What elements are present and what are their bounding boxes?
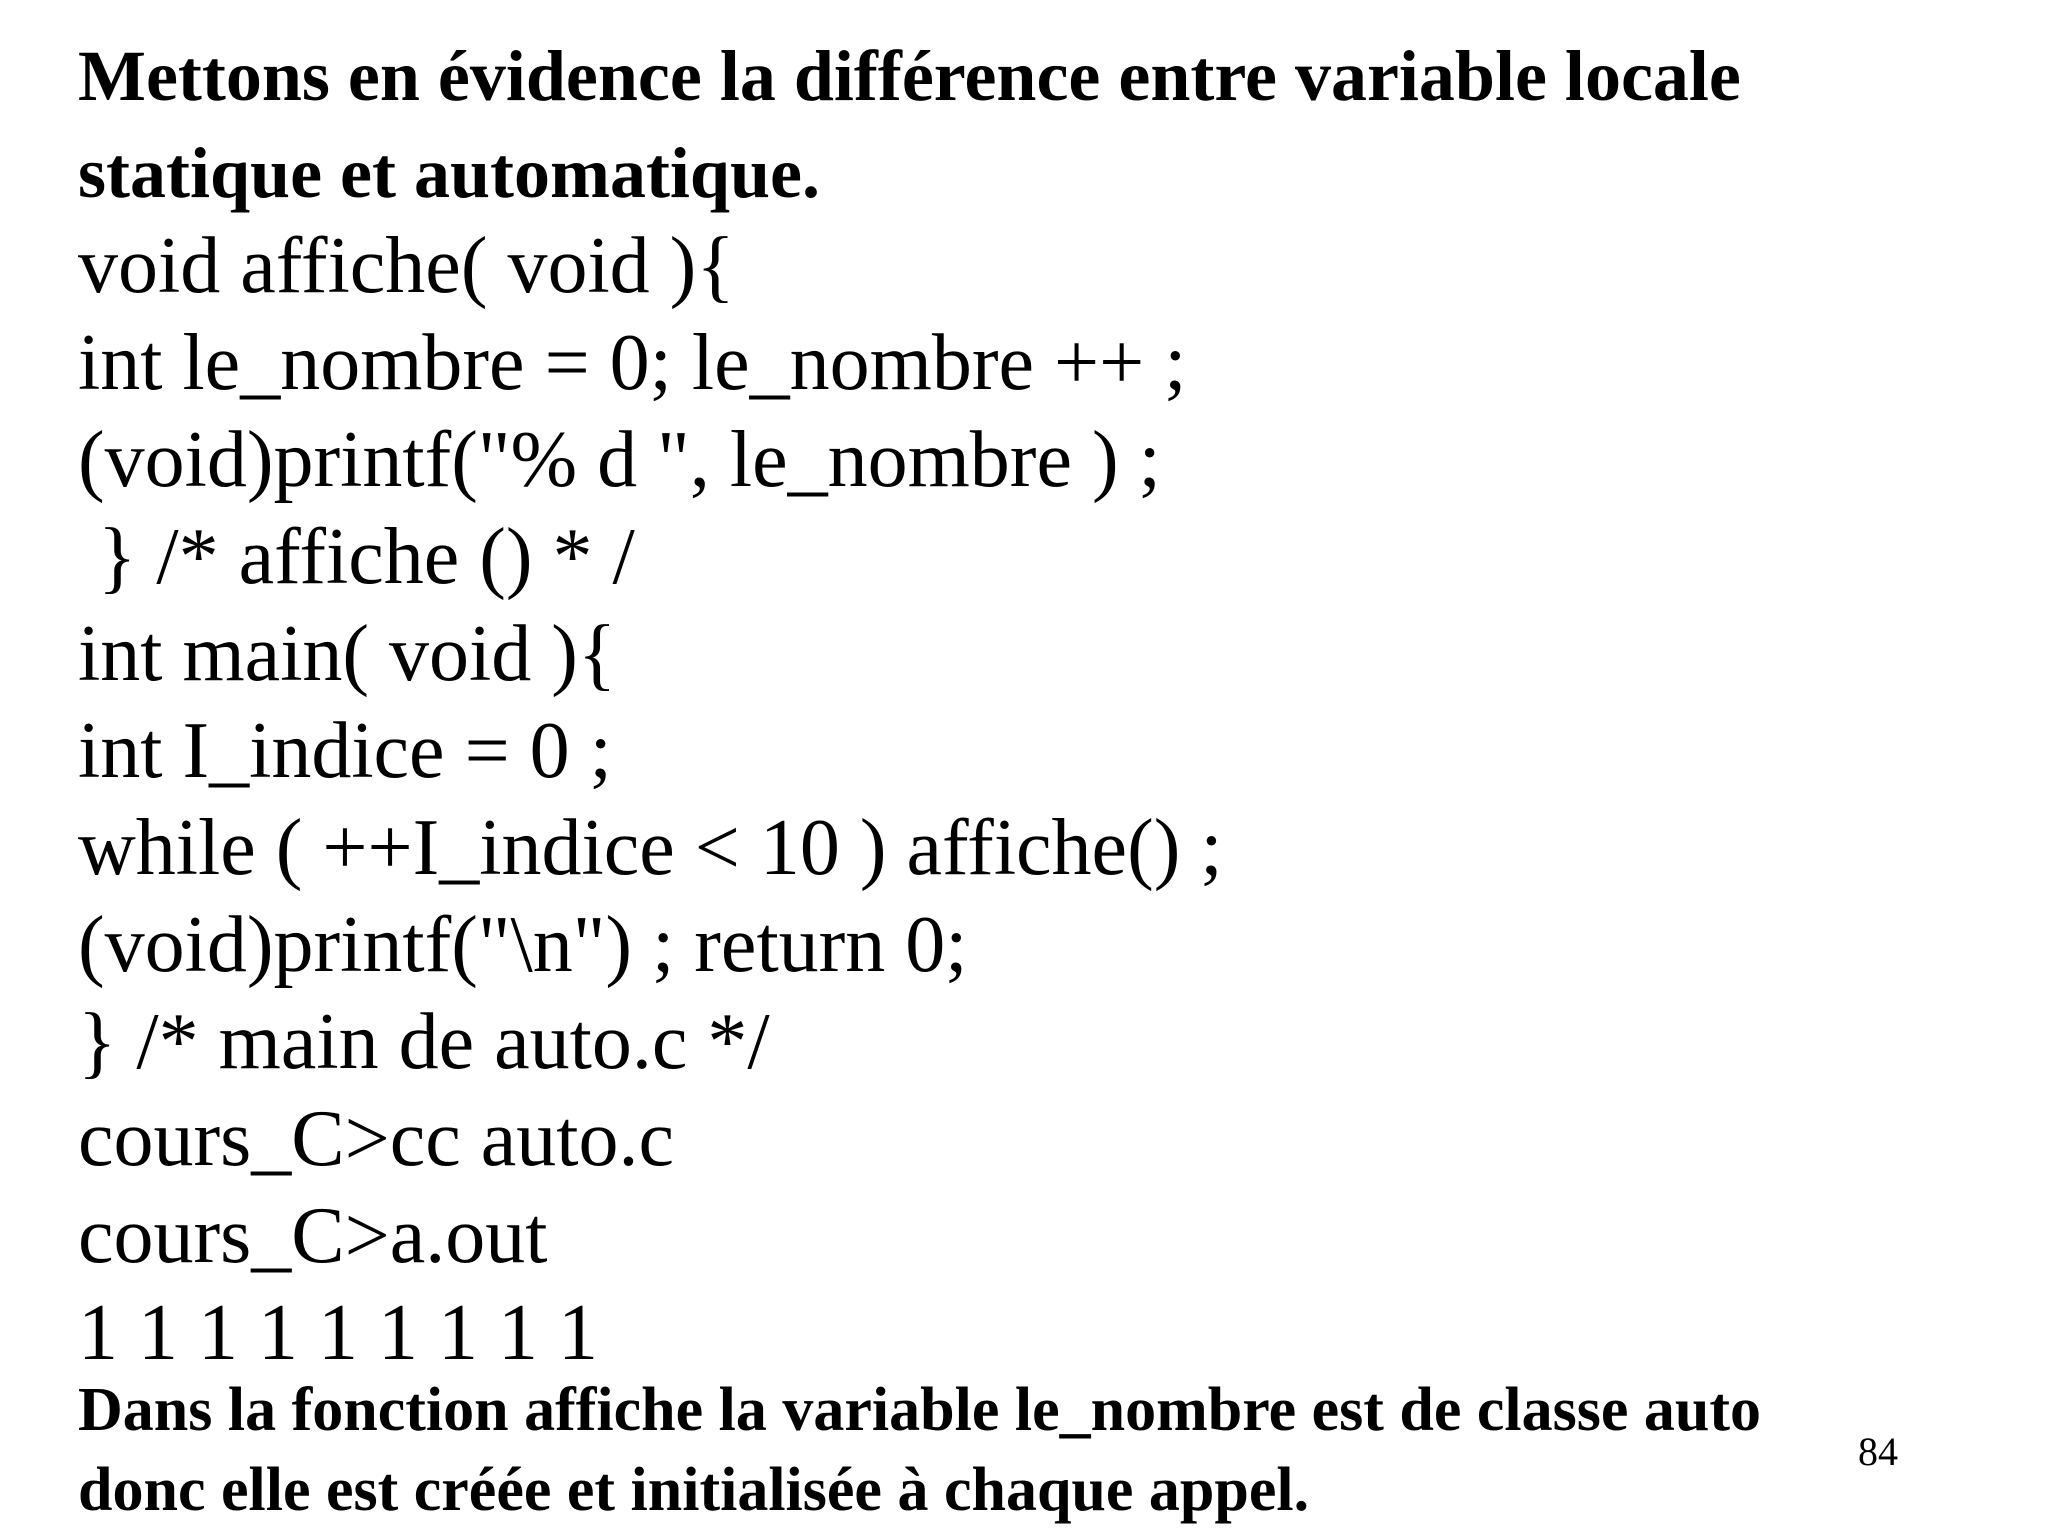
slide-title bbox=[78, 28, 1978, 222]
code-line: cours_C>cc auto.c bbox=[78, 1095, 675, 1183]
code-line: } /* affiche () * / bbox=[78, 513, 635, 601]
program-output: 1 1 1 1 1 1 1 1 1 bbox=[78, 1289, 598, 1377]
code-line: } /* main de auto.c */ bbox=[78, 998, 770, 1086]
conclusion-line: donc elle est créée et initialisée à chaque appel. bbox=[78, 1456, 1310, 1524]
code-line: while ( ++I_indice < 10 ) affiche() ; bbox=[78, 804, 1223, 892]
conclusion-text bbox=[78, 1370, 1978, 1530]
code-line: (void)printf("\n") ; return 0; bbox=[78, 901, 968, 989]
conclusion-line: Dans la fonction affiche la variable le_nombre est de classe auto bbox=[78, 1376, 1762, 1444]
code-line: int le_nombre = 0; le_nombre ++ ; bbox=[78, 319, 1187, 407]
code-line: int I_indice = 0 ; bbox=[78, 707, 612, 795]
title-line: Mettons en évidence la différence entre variable locale bbox=[78, 36, 1741, 116]
code-line: void affiche( void ){ bbox=[78, 222, 735, 310]
code-line: cours_C>a.out bbox=[78, 1192, 548, 1280]
code-line: int main( void ){ bbox=[78, 610, 617, 698]
title-line: statique et automatique. bbox=[78, 133, 820, 213]
code-line: (void)printf("% d ", le_nombre ) ; bbox=[78, 416, 1161, 504]
page-number: 84 bbox=[1858, 1429, 1898, 1474]
code-listing bbox=[78, 218, 1978, 1382]
